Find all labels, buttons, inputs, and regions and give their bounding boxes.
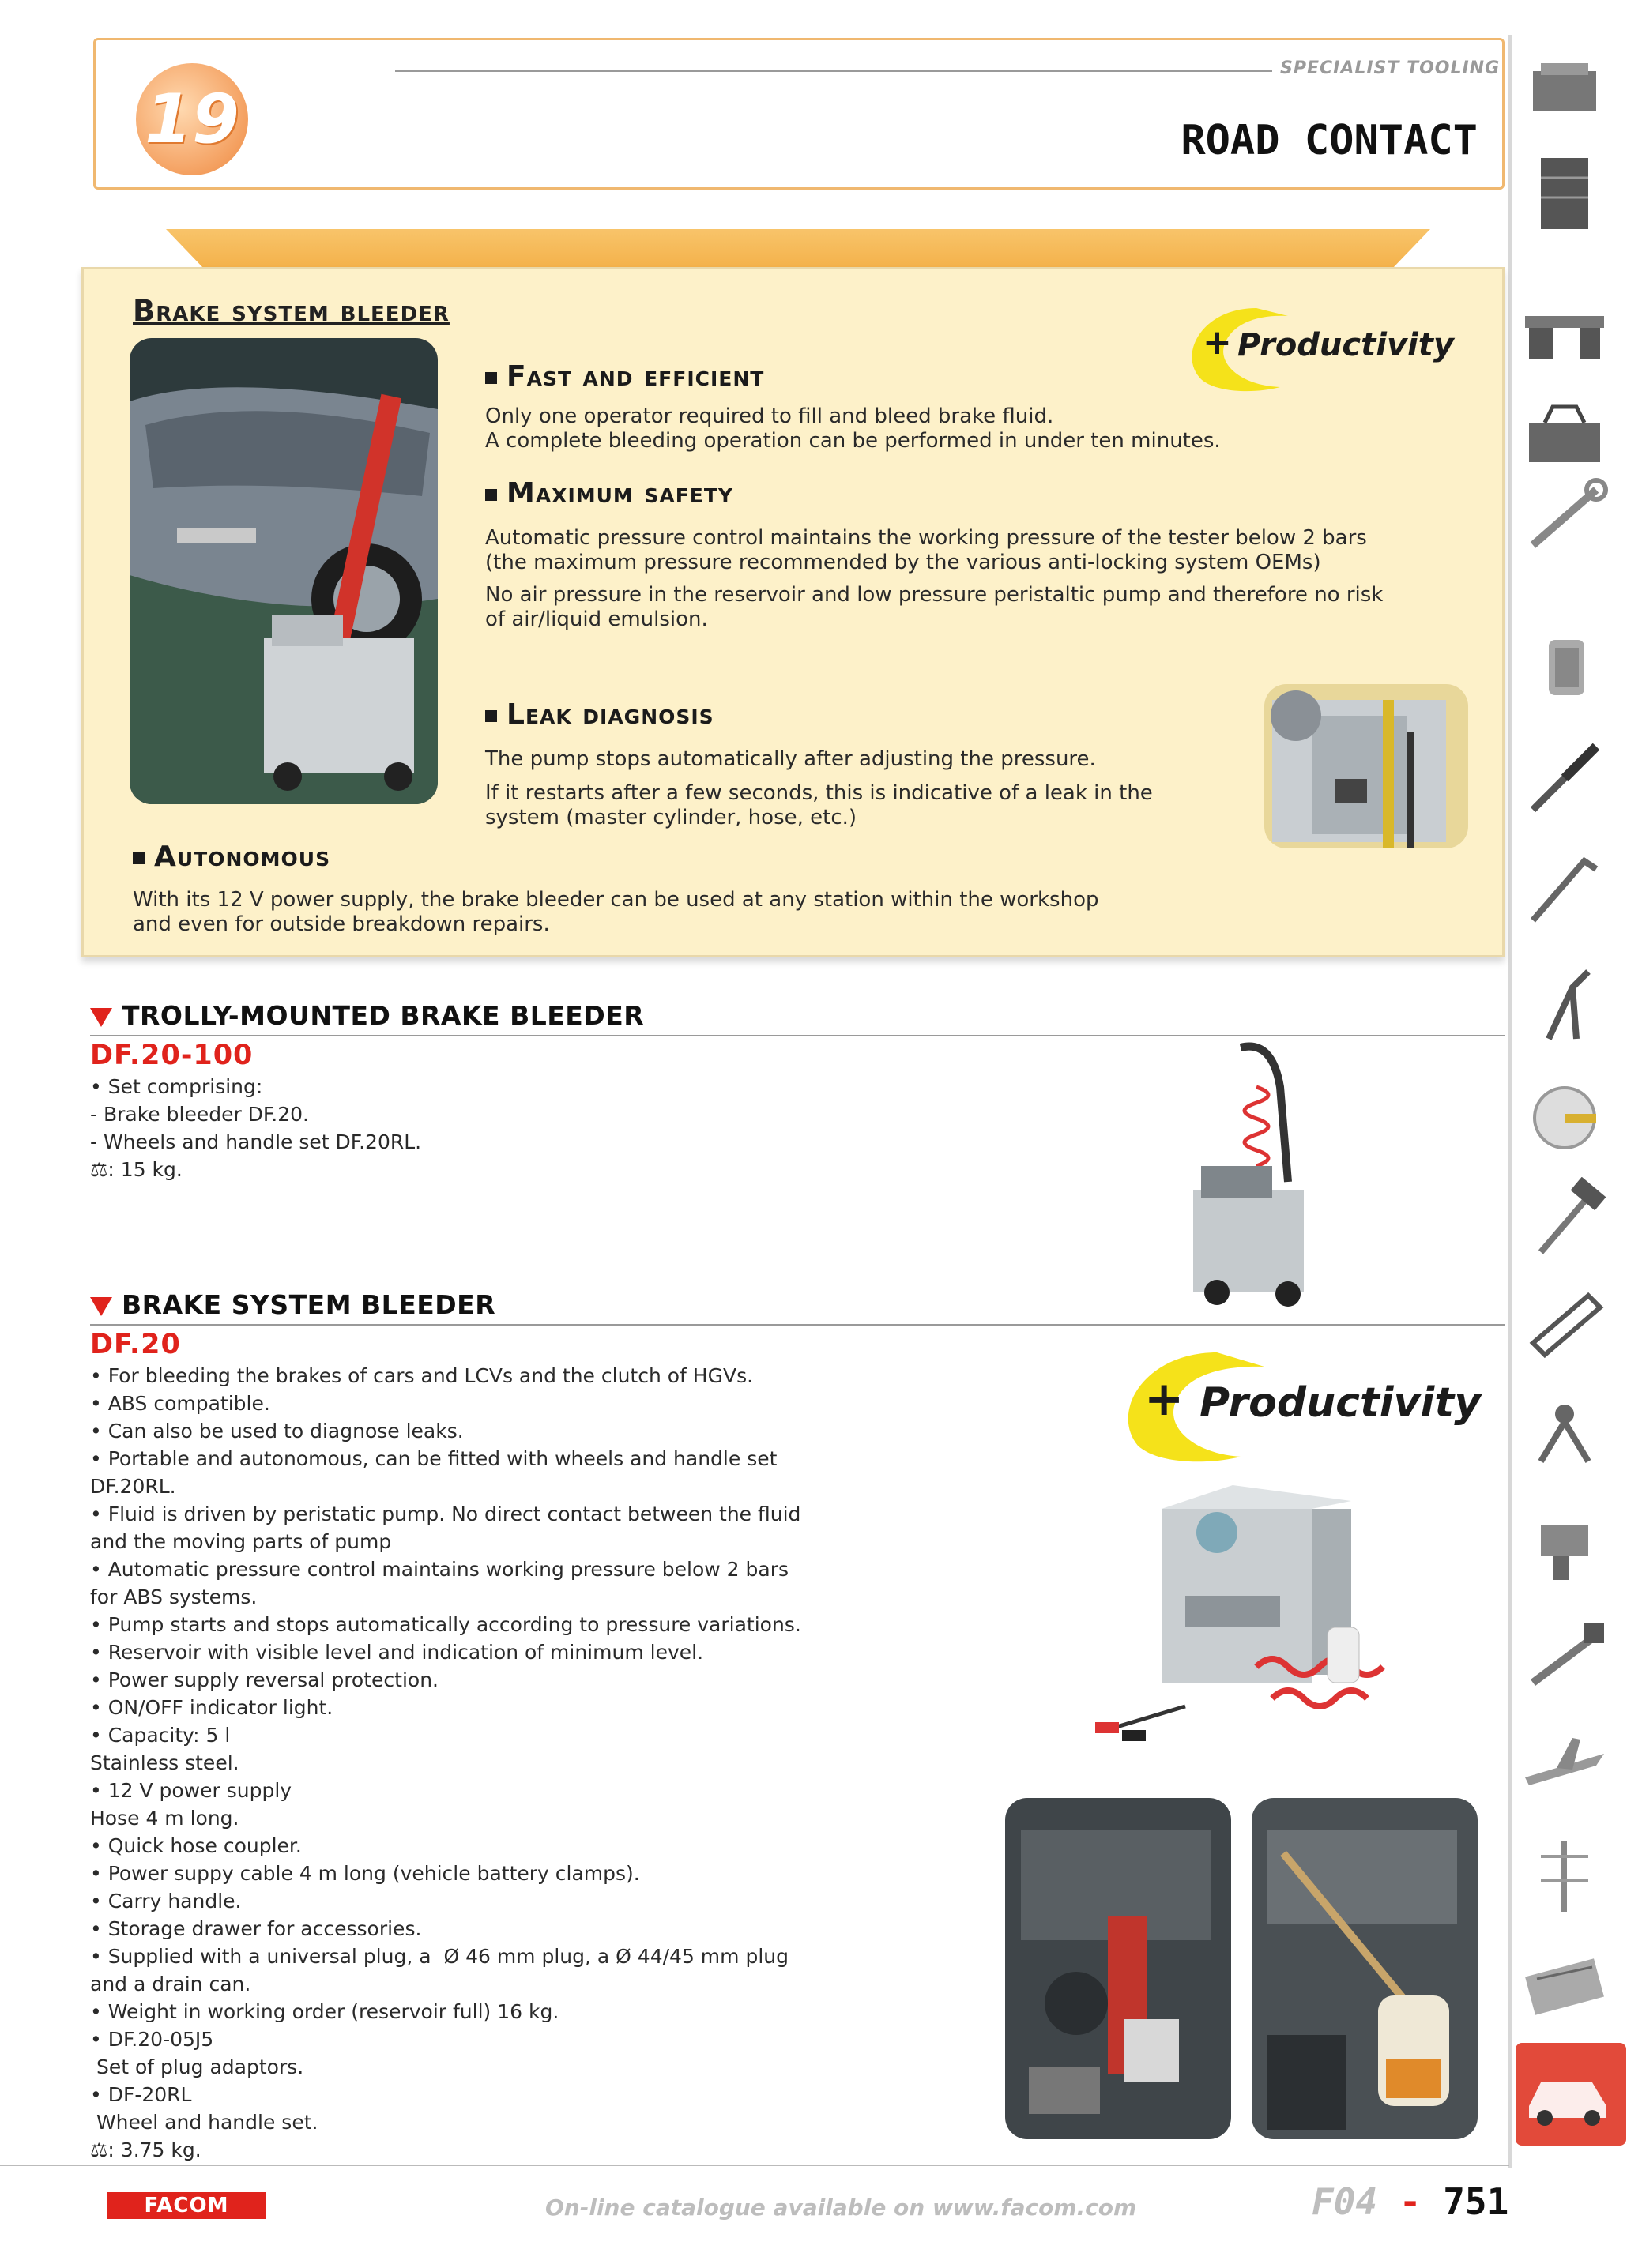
spec-line: • Set comprising: (90, 1075, 263, 1098)
section-body-autonomous (133, 888, 1098, 937)
heading-text: Leak diagnosis (507, 698, 714, 731)
red-triangle-icon (90, 1297, 112, 1316)
body-line: and even for outside breakdown repairs. (133, 912, 550, 936)
body-line: (the maximum pressure recommended by the various anti-locking system OEMs) (485, 551, 1321, 574)
body-line: system (master cylinder, hose, etc.) (485, 806, 857, 829)
sidebar-divider (1508, 35, 1512, 2168)
heading-text: Fast and efficient (507, 360, 765, 393)
hex-key-icon[interactable] (1517, 845, 1612, 932)
spec-line: Hose 4 m long. (90, 1807, 239, 1830)
body-line: The pump stops automatically after adjusting the pressure. (485, 747, 1096, 771)
spec-line: • Power suppy cable 4 m long (vehicle battery clamps). (90, 1862, 640, 1885)
section-body-leak (485, 747, 1153, 830)
product-heading-trolley (90, 1000, 644, 1031)
spec-line: • Storage drawer for accessories. (90, 1917, 422, 1940)
hammer-icon[interactable] (1517, 1177, 1612, 1264)
bleeder-device-image (1090, 1485, 1422, 1762)
spec-line: • Can also be used to diagnose leaks. (90, 1420, 464, 1442)
spec-line: Stainless steel. (90, 1751, 239, 1774)
product-specs-bleeder (90, 1362, 801, 2164)
section-body-fast (485, 404, 1221, 453)
category-label: SPECIALIST TOOLING (1280, 58, 1501, 78)
device-closeup-photo (1264, 684, 1468, 848)
red-triangle-icon (90, 1008, 112, 1027)
spec-line: • Fluid is driven by peristatic pump. No direct contact between the fluid (90, 1503, 801, 1525)
body-line: of air/liquid emulsion. (485, 607, 708, 631)
spec-line: • Capacity: 5 l (90, 1724, 231, 1747)
car-bleeder-photo (130, 338, 438, 804)
section-heading-leak (485, 698, 714, 731)
spec-line: • Portable and autonomous, can be fitted with wheels and handle set (90, 1447, 778, 1470)
product-heading-text: BRAKE SYSTEM BLEEDER (122, 1289, 496, 1320)
body-line: With its 12 V power supply, the brake bleeder can be used at any station within the workshop (133, 888, 1099, 912)
trolley-bleeder-image (1169, 1040, 1343, 1308)
productivity-badge-large (1106, 1348, 1486, 1466)
spec-line: • ABS compatible. (90, 1392, 270, 1415)
productivity-text: Productivity (1199, 1379, 1482, 1427)
heading-text: Autonomous (154, 841, 331, 873)
workbench-table-icon[interactable] (1517, 284, 1612, 371)
spec-line: • For bleeding the brakes of cars and LCVs and the clutch of HGVs. (90, 1364, 754, 1387)
section-body-safety (485, 526, 1383, 632)
spec-line: ⚖: 3.75 kg. (90, 2138, 201, 2161)
toolbox-icon[interactable] (1517, 395, 1612, 482)
product-divider (90, 1324, 1505, 1326)
wrench-icon[interactable] (1517, 474, 1612, 561)
body-line: If it restarts after a few seconds, this is indicative of a leak in the (485, 781, 1153, 805)
spec-line: • 12 V power supply (90, 1779, 292, 1802)
feature-title: Brake system bleeder (133, 294, 450, 328)
online-catalogue-text: On-line catalogue available on www.facom.com (545, 2195, 1137, 2221)
spec-line: • Automatic pressure control maintains working pressure below 2 bars (90, 1558, 789, 1581)
airplane-icon[interactable] (1517, 1722, 1612, 1809)
plus-glyph: + (1144, 1371, 1184, 1427)
page-title: ROAD CONTACT (1181, 117, 1478, 164)
spec-line: • Pump starts and stops automatically according to pressure variations. (90, 1613, 801, 1636)
spec-line: and a drain can. (90, 1973, 251, 1995)
spec-line: • DF-20RL (90, 2083, 192, 2106)
product-heading-text: TROLLY-MOUNTED BRAKE BLEEDER (122, 1000, 645, 1031)
tool-cabinet-icon[interactable] (1517, 150, 1612, 237)
section-heading-autonomous (133, 841, 330, 873)
plus-glyph: + (1203, 322, 1232, 363)
spec-line: • Weight in working order (reservoir full) 16 kg. (90, 2000, 559, 2023)
spec-line: and the moving parts of pump (90, 1530, 392, 1553)
impact-wrench-icon[interactable] (1517, 1501, 1612, 1588)
section-code: F04 (1312, 2180, 1378, 2223)
product-code-df20-100: DF.20-100 (90, 1040, 254, 1071)
product-divider (90, 1035, 1505, 1036)
screwdriver-icon[interactable] (1517, 735, 1612, 822)
pliers-icon[interactable] (1517, 964, 1612, 1051)
chapter-number-badge: 19 (136, 63, 248, 175)
spec-line: Set of plug adaptors. (90, 2055, 304, 2078)
facom-logo: FACOM (107, 2192, 266, 2219)
spec-line: ⚖: 15 kg. (90, 1158, 183, 1181)
productivity-text: Productivity (1237, 327, 1454, 363)
spec-line: • Carry handle. (90, 1890, 242, 1913)
spec-line: • Reservoir with visible level and indication of minimum level. (90, 1641, 704, 1664)
car-icon[interactable] (1521, 2051, 1616, 2138)
section-heading-safety (485, 477, 733, 510)
tape-measure-icon[interactable] (1517, 1074, 1612, 1161)
spec-line: Wheel and handle set. (90, 2111, 318, 2134)
socket-icon[interactable] (1517, 624, 1612, 711)
body-line: A complete bleeding operation can be performed in under ten minutes. (485, 429, 1221, 453)
page-number: 751 (1443, 2180, 1509, 2223)
product-heading-bleeder (90, 1289, 495, 1320)
spec-line: • Quick hose coupler. (90, 1834, 302, 1857)
tool-set-icon[interactable] (1517, 1943, 1612, 2030)
heading-text: Maximum safety (507, 477, 734, 510)
spec-line: for ABS systems. (90, 1585, 258, 1608)
header-divider (395, 70, 1272, 72)
section-heading-fast (485, 360, 764, 393)
puller-icon[interactable] (1517, 1390, 1612, 1477)
page-separator: - (1399, 2180, 1422, 2223)
engine-photo-2 (1252, 1798, 1478, 2139)
workbench-icon[interactable] (1517, 47, 1612, 134)
bullet-square-icon (485, 710, 497, 722)
bullet-square-icon (485, 489, 497, 501)
page-reference (1312, 2180, 1508, 2223)
engine-photo-1 (1005, 1798, 1231, 2139)
spec-line: - Brake bleeder DF.20. (90, 1103, 310, 1126)
spec-line: • Power supply reversal protection. (90, 1668, 439, 1691)
hacksaw-icon[interactable] (1517, 1280, 1612, 1367)
bullet-square-icon (133, 852, 145, 864)
feature-box-banner (166, 229, 1430, 269)
productivity-badge (1169, 300, 1454, 395)
spec-line: • Supplied with a universal plug, a Ø 46 mm plug, a Ø 44/45 mm plug (90, 1945, 789, 1968)
spec-line: - Wheels and handle set DF.20RL. (90, 1130, 422, 1153)
footer-divider (0, 2165, 1509, 2166)
body-line: Only one operator required to fill and bleed brake fluid. (485, 404, 1054, 428)
body-line: No air pressure in the reservoir and low pressure peristaltic pump and therefore no risk (485, 583, 1384, 607)
spec-line: • ON/OFF indicator light. (90, 1696, 333, 1719)
pipe-wrench-icon[interactable] (1517, 1612, 1612, 1698)
body-line: Automatic pressure control maintains the working pressure of the tester below 2 bars (485, 526, 1367, 550)
spec-line: DF.20RL. (90, 1475, 176, 1498)
tool-rack-icon[interactable] (1517, 1833, 1612, 1920)
bullet-square-icon (485, 372, 497, 384)
product-code-df20: DF.20 (90, 1329, 181, 1360)
product-specs-trolley (90, 1073, 421, 1183)
spec-line: • DF.20-05J5 (90, 2028, 214, 2051)
